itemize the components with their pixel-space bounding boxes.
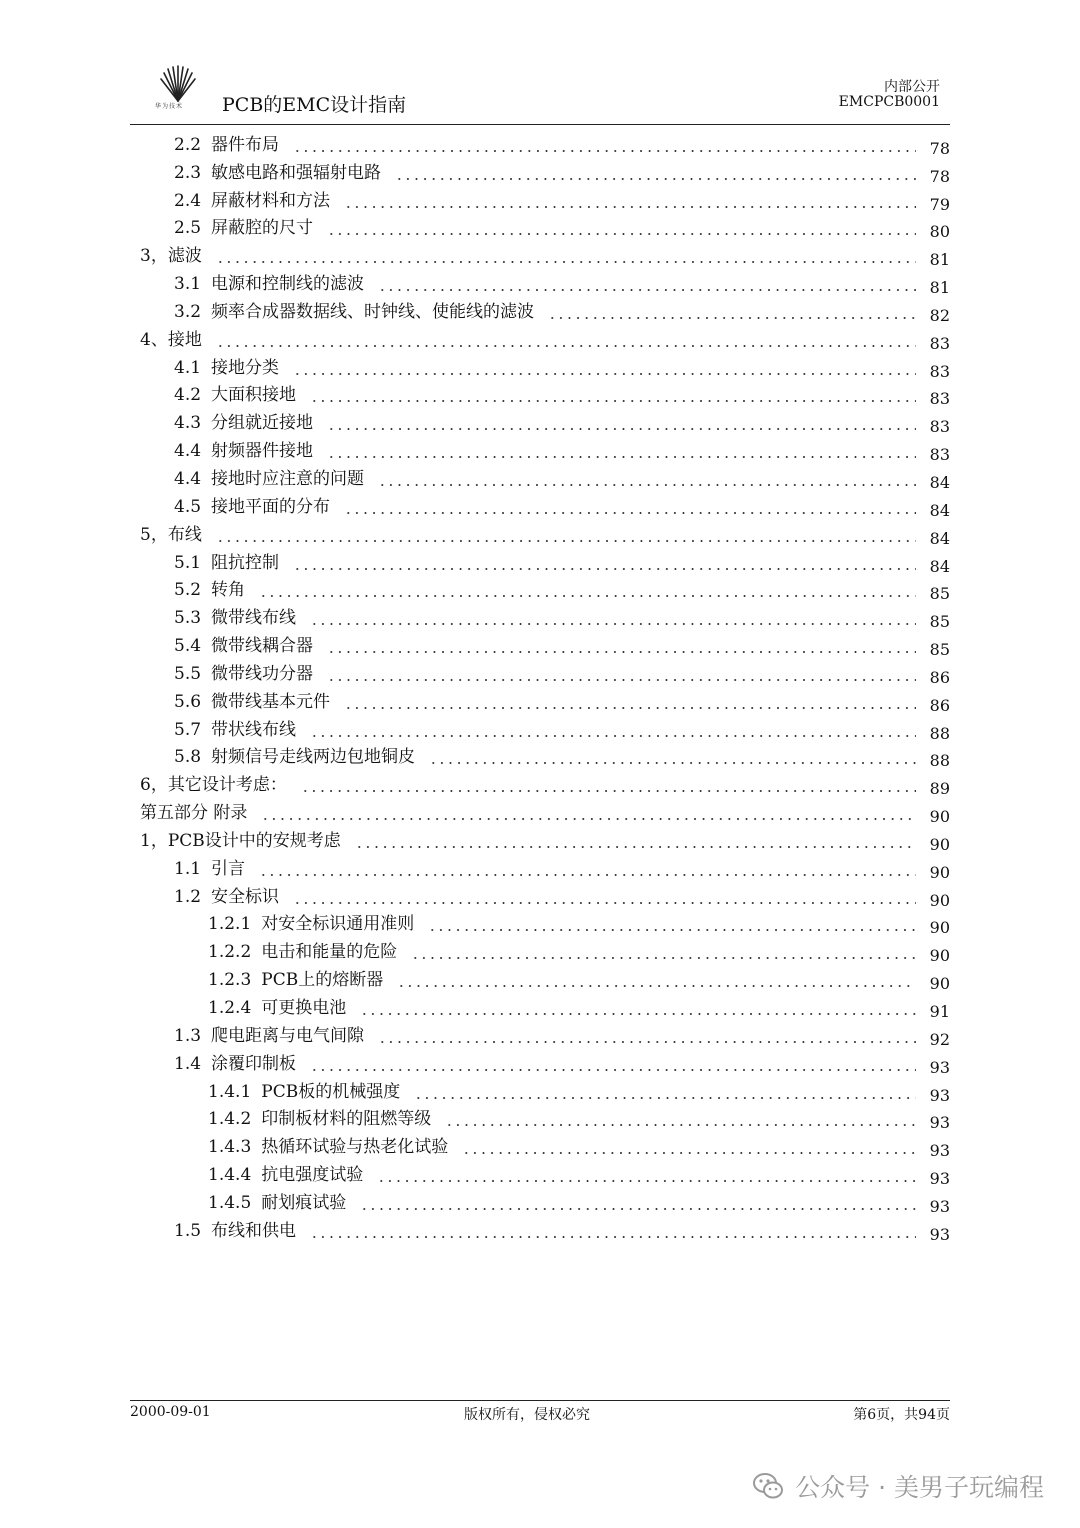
dot-leader xyxy=(327,651,916,653)
dot-leader xyxy=(216,345,916,347)
toc-entry-label: 3，滤波 xyxy=(140,246,202,267)
toc-entry-number: 5.1 xyxy=(174,552,202,573)
toc-entry[interactable] xyxy=(140,492,950,520)
toc-entry[interactable] xyxy=(140,631,950,659)
toc-entry[interactable] xyxy=(140,1188,950,1216)
toc-entry[interactable] xyxy=(140,353,950,381)
toc-entry-page: 90 xyxy=(929,918,950,938)
toc-entry[interactable] xyxy=(140,325,950,353)
toc-entry[interactable] xyxy=(140,1021,950,1049)
toc-entry[interactable] xyxy=(140,408,950,436)
toc-entry-page: 93 xyxy=(929,1224,950,1244)
toc-entry-page: 85 xyxy=(929,584,950,604)
dot-leader xyxy=(293,150,916,152)
toc-entry-label: 爬电距离与电气间隙 xyxy=(211,1025,365,1046)
toc-entry-number: 1.4 xyxy=(174,1053,202,1074)
toc-entry-label: 转角 xyxy=(211,580,246,601)
dot-leader xyxy=(301,790,916,792)
toc-entry-number: 1.4.1 xyxy=(208,1081,252,1102)
toc-entry-number: 5.3 xyxy=(174,608,202,629)
toc-entry-label: 器件布局 xyxy=(211,134,280,155)
toc-entry-number: 1.2.3 xyxy=(208,970,252,991)
toc-entry-label: 耐划痕试验 xyxy=(261,1192,347,1213)
dot-leader xyxy=(216,540,916,542)
toc-entry[interactable] xyxy=(140,1049,950,1077)
dot-leader xyxy=(216,261,916,263)
toc-entry-title xyxy=(140,798,247,826)
toc-entry[interactable] xyxy=(140,381,950,409)
dot-leader xyxy=(378,484,916,486)
toc-entry-number: 5.7 xyxy=(174,719,202,740)
toc-entry[interactable] xyxy=(140,241,950,269)
dot-leader xyxy=(360,1013,916,1015)
toc-entry[interactable] xyxy=(140,297,950,325)
toc-entry-number: 5.2 xyxy=(174,580,202,601)
toc-entry-label: 屏蔽材料和方法 xyxy=(211,190,331,211)
toc-entry-page: 84 xyxy=(929,500,950,520)
toc-entry-page: 93 xyxy=(929,1169,950,1189)
toc-entry-page: 83 xyxy=(929,389,950,409)
toc-entry[interactable] xyxy=(140,1160,950,1188)
toc-entry-number: 1.3 xyxy=(174,1025,202,1046)
toc-entry-label: 射频器件接地 xyxy=(211,441,314,462)
wechat-icon xyxy=(751,1469,785,1503)
dot-leader xyxy=(310,735,916,737)
toc-entry[interactable] xyxy=(140,1132,950,1160)
dot-leader xyxy=(310,400,916,402)
toc-entry-label: PCB板的机械强度 xyxy=(261,1081,401,1102)
document-code: EMCPCB0001 xyxy=(838,94,940,110)
toc-entry-number: 5.6 xyxy=(174,691,202,712)
document-title: PCB的EMC设计指南 xyxy=(222,94,407,116)
toc-entry-title xyxy=(174,353,279,381)
toc-entry[interactable] xyxy=(140,158,950,186)
toc-entry-label: 5，布线 xyxy=(140,524,202,545)
toc-entry-number: 1.2.1 xyxy=(208,914,252,935)
toc-entry[interactable] xyxy=(140,1105,950,1133)
toc-entry-page: 88 xyxy=(929,723,950,743)
toc-entry[interactable] xyxy=(140,854,950,882)
toc-entry-page: 84 xyxy=(929,528,950,548)
toc-entry-number: 1.4.3 xyxy=(208,1137,252,1158)
toc-entry[interactable] xyxy=(140,743,950,771)
toc-entry[interactable] xyxy=(140,826,950,854)
toc-entry-number: 5.4 xyxy=(174,636,202,657)
toc-entry-page: 93 xyxy=(929,1141,950,1161)
toc-entry-page: 81 xyxy=(929,278,950,298)
toc-entry-number: 4.1 xyxy=(174,357,202,378)
toc-entry-number: 2.3 xyxy=(174,162,202,183)
dot-leader xyxy=(429,762,916,764)
toc-entry[interactable] xyxy=(140,910,950,938)
toc-entry-page: 90 xyxy=(929,807,950,827)
toc-entry-label: 电击和能量的危险 xyxy=(261,942,398,963)
toc-entry[interactable] xyxy=(140,687,950,715)
toc-entry-title xyxy=(174,659,313,687)
toc-entry[interactable] xyxy=(140,798,950,826)
toc-entry-label: 4、接地 xyxy=(140,329,202,350)
toc-entry-number: 1.2.4 xyxy=(208,998,252,1018)
dot-leader xyxy=(397,985,916,987)
dot-leader xyxy=(327,456,916,458)
toc-entry-label: 频率合成器数据线、时钟线、使能线的滤波 xyxy=(211,301,535,322)
toc-entry-label: 安全标识 xyxy=(211,886,280,907)
toc-entry-title xyxy=(208,1132,448,1160)
toc-entry-number: 4.2 xyxy=(174,385,202,406)
toc-entry-number: 3.1 xyxy=(174,274,202,295)
toc-entry-page: 82 xyxy=(929,305,950,325)
toc-entry-title xyxy=(140,826,341,854)
toc-entry-page: 93 xyxy=(929,1057,950,1077)
toc-entry-title xyxy=(208,909,414,937)
toc-entry-page: 90 xyxy=(929,834,950,854)
toc-entry-title xyxy=(140,325,202,353)
toc-entry-page: 78 xyxy=(929,166,950,186)
toc-entry-number: 2.4 xyxy=(174,190,202,211)
dot-leader xyxy=(259,595,916,597)
toc-entry-page: 78 xyxy=(929,138,950,158)
dot-leader xyxy=(327,233,916,235)
toc-entry-label: 分组就近接地 xyxy=(211,413,314,434)
dot-leader xyxy=(360,1208,916,1210)
toc-entry-number: 1.2 xyxy=(174,886,202,907)
toc-entry-label: 可更换电池 xyxy=(261,998,347,1018)
toc-entry-page: 83 xyxy=(929,445,950,465)
toc-entry[interactable] xyxy=(140,882,950,910)
toc-entry-number: 2.5 xyxy=(174,218,202,239)
toc-entry-title xyxy=(174,464,364,492)
toc-entry[interactable] xyxy=(140,214,950,242)
dot-leader xyxy=(293,373,916,375)
toc-entry-label: 对安全标识通用准则 xyxy=(261,914,415,935)
toc-entry-page: 92 xyxy=(929,1029,950,1049)
toc-entry-title xyxy=(174,380,296,408)
toc-entry-page: 83 xyxy=(929,361,950,381)
toc-entry[interactable] xyxy=(140,603,950,631)
toc-entry[interactable] xyxy=(140,937,950,965)
toc-entry-number: 1.4.5 xyxy=(208,1192,252,1213)
toc-entry[interactable] xyxy=(140,436,950,464)
dot-leader xyxy=(293,568,916,570)
dot-leader xyxy=(344,206,916,208)
toc-entry-label: 阻抗控制 xyxy=(211,552,280,573)
toc-entry-title xyxy=(174,186,330,214)
toc-entry-label: 印制板材料的阻燃等级 xyxy=(261,1109,432,1130)
dot-leader xyxy=(548,317,916,319)
dot-leader xyxy=(259,874,916,876)
toc-entry-title xyxy=(174,548,279,576)
toc-entry-title xyxy=(208,1160,363,1188)
toc-entry-page: 93 xyxy=(929,1113,950,1133)
toc-entry-label: 微带线基本元件 xyxy=(211,691,331,712)
toc-entry-number: 1.4.4 xyxy=(208,1165,252,1186)
dot-leader xyxy=(355,846,916,848)
toc-entry-number: 4.5 xyxy=(174,496,202,517)
toc-entry[interactable] xyxy=(140,269,950,297)
dot-leader xyxy=(445,1124,916,1126)
toc-entry-title xyxy=(174,575,245,603)
toc-entry-title xyxy=(174,1021,364,1049)
toc-entry-title xyxy=(174,603,296,631)
dot-leader xyxy=(428,929,916,931)
toc-entry-number: 5.8 xyxy=(174,747,202,768)
toc-entry-label: 涂覆印制板 xyxy=(211,1053,297,1074)
toc-entry-label: 布线和供电 xyxy=(211,1220,297,1241)
page-header xyxy=(130,60,950,126)
toc-entry-number: 1.1 xyxy=(174,858,202,879)
classification-label: 内部公开 xyxy=(884,79,940,95)
toc-entry-label: 大面积接地 xyxy=(211,385,297,406)
toc-entry-label: 接地分类 xyxy=(211,357,280,378)
toc-entry-label: 屏蔽腔的尺寸 xyxy=(211,218,314,239)
toc-entry-page: 90 xyxy=(929,862,950,882)
toc-entry-title xyxy=(174,408,313,436)
table-of-contents xyxy=(140,130,950,1244)
toc-entry-page: 83 xyxy=(929,333,950,353)
toc-entry-label: 微带线耦合器 xyxy=(211,636,314,657)
toc-entry-label: 接地时应注意的问题 xyxy=(211,468,365,489)
toc-entry-title xyxy=(140,770,287,798)
footer-rule xyxy=(130,1400,950,1401)
dot-leader xyxy=(462,1152,916,1154)
toc-entry-page: 93 xyxy=(929,1085,950,1105)
toc-entry-label: 接地平面的分布 xyxy=(211,496,331,517)
toc-entry-title xyxy=(174,297,534,325)
toc-entry-title xyxy=(140,520,202,548)
toc-entry-label: 抗电强度试验 xyxy=(261,1165,364,1186)
dot-leader xyxy=(344,707,916,709)
toc-entry-page: 84 xyxy=(929,556,950,576)
toc-entry[interactable] xyxy=(140,576,950,604)
dot-leader xyxy=(414,1097,916,1099)
toc-entry-page: 80 xyxy=(929,222,950,242)
toc-entry-number: 1.2.2 xyxy=(208,942,252,963)
toc-entry-page: 85 xyxy=(929,612,950,632)
toc-entry-page: 91 xyxy=(929,1002,950,1021)
toc-entry-label: 微带线布线 xyxy=(211,608,297,629)
toc-entry[interactable] xyxy=(140,130,950,158)
toc-entry[interactable] xyxy=(140,1077,950,1105)
toc-entry[interactable] xyxy=(140,548,950,576)
dot-leader xyxy=(310,1236,916,1238)
toc-entry-label: 敏感电路和强辐射电路 xyxy=(211,162,382,183)
toc-entry-page: 88 xyxy=(929,751,950,771)
toc-entry-number: 3.2 xyxy=(174,301,202,322)
toc-entry-label: 热循环试验与热老化试验 xyxy=(261,1137,449,1158)
toc-entry-page: 89 xyxy=(929,779,950,799)
toc-entry-label: 电源和控制线的滤波 xyxy=(211,274,365,295)
toc-entry-page: 85 xyxy=(929,640,950,660)
toc-entry-label: 第五部分 附录 xyxy=(140,803,248,824)
toc-entry[interactable] xyxy=(140,993,950,1021)
dot-leader xyxy=(378,1041,916,1043)
toc-entry-number: 4.4 xyxy=(174,441,202,462)
toc-entry-number: 1.5 xyxy=(174,1220,202,1241)
toc-entry-title xyxy=(174,631,313,659)
toc-entry-label: PCB上的熔断器 xyxy=(261,970,384,991)
toc-entry[interactable] xyxy=(140,186,950,214)
footer-copyright: 版权所有，侵权必究 xyxy=(464,1407,590,1423)
toc-entry[interactable] xyxy=(140,770,950,798)
header-rule xyxy=(130,124,950,125)
dot-leader xyxy=(395,178,916,180)
dot-leader xyxy=(293,902,916,904)
toc-entry-label: 6，其它设计考虑： xyxy=(140,775,287,796)
toc-entry-page: 90 xyxy=(929,946,950,966)
toc-entry-number: 4.4 xyxy=(174,468,202,489)
dot-leader xyxy=(411,957,916,959)
toc-entry[interactable] xyxy=(140,715,950,743)
toc-entry-number: 5.5 xyxy=(174,663,202,684)
toc-entry-title xyxy=(174,742,415,770)
dot-leader xyxy=(310,1069,916,1071)
toc-entry[interactable] xyxy=(140,659,950,687)
toc-entry-title xyxy=(174,882,279,910)
toc-entry-title xyxy=(208,1077,400,1105)
toc-entry-page: 84 xyxy=(929,472,950,492)
toc-entry-page: 90 xyxy=(929,974,950,994)
toc-entry-title xyxy=(174,436,313,464)
toc-entry-title xyxy=(174,715,296,743)
toc-entry-title xyxy=(208,993,346,1021)
dot-leader xyxy=(310,623,916,625)
toc-entry-label: 微带线功分器 xyxy=(211,663,314,684)
dot-leader xyxy=(344,512,916,514)
toc-entry-title xyxy=(174,854,245,882)
toc-entry-page: 79 xyxy=(929,194,950,214)
toc-entry-page: 83 xyxy=(929,417,950,437)
toc-entry-title xyxy=(208,1104,431,1132)
toc-entry-title xyxy=(174,269,364,297)
footer-date: 2000-09-01 xyxy=(130,1404,211,1420)
toc-entry-title xyxy=(208,1188,346,1216)
toc-entry-title xyxy=(174,130,279,158)
toc-entry-title xyxy=(208,937,397,965)
dot-leader xyxy=(378,289,916,291)
toc-entry-page: 86 xyxy=(929,667,950,687)
toc-entry-number: 2.2 xyxy=(174,134,202,155)
toc-entry-title xyxy=(174,1216,296,1244)
toc-entry-label: 带状线布线 xyxy=(211,719,297,740)
toc-entry-label: 射频信号走线两边包地铜皮 xyxy=(211,747,416,768)
toc-entry-title xyxy=(174,1049,296,1077)
dot-leader xyxy=(261,818,916,820)
dot-leader xyxy=(327,679,916,681)
logo-caption: 华为技术 xyxy=(155,103,184,110)
toc-entry-page: 81 xyxy=(929,250,950,270)
dot-leader xyxy=(377,1180,916,1182)
dot-leader xyxy=(327,428,916,430)
toc-entry-page: 93 xyxy=(929,1196,950,1216)
toc-entry-label: 引言 xyxy=(211,858,246,879)
toc-entry-title xyxy=(174,687,330,715)
toc-entry-number: 1.4.2 xyxy=(208,1109,252,1130)
toc-entry-page: 86 xyxy=(929,695,950,715)
watermark xyxy=(751,1466,1044,1506)
toc-entry-page: 90 xyxy=(929,890,950,910)
toc-entry-title xyxy=(208,965,383,993)
toc-entry-title xyxy=(140,241,202,269)
toc-entry[interactable] xyxy=(140,1216,950,1244)
toc-entry[interactable] xyxy=(140,965,950,993)
toc-entry[interactable] xyxy=(140,464,950,492)
toc-entry-label: 1，PCB设计中的安规考虑 xyxy=(140,830,341,851)
toc-entry[interactable] xyxy=(140,520,950,548)
footer-page-info: 第6页，共94页 xyxy=(853,1407,950,1423)
toc-entry-title xyxy=(174,158,381,186)
watermark-text: 公众号 · 美男子玩编程 xyxy=(795,1473,1044,1502)
toc-entry-title xyxy=(174,492,330,520)
toc-entry-title xyxy=(174,213,313,241)
toc-entry-number: 4.3 xyxy=(174,413,202,434)
